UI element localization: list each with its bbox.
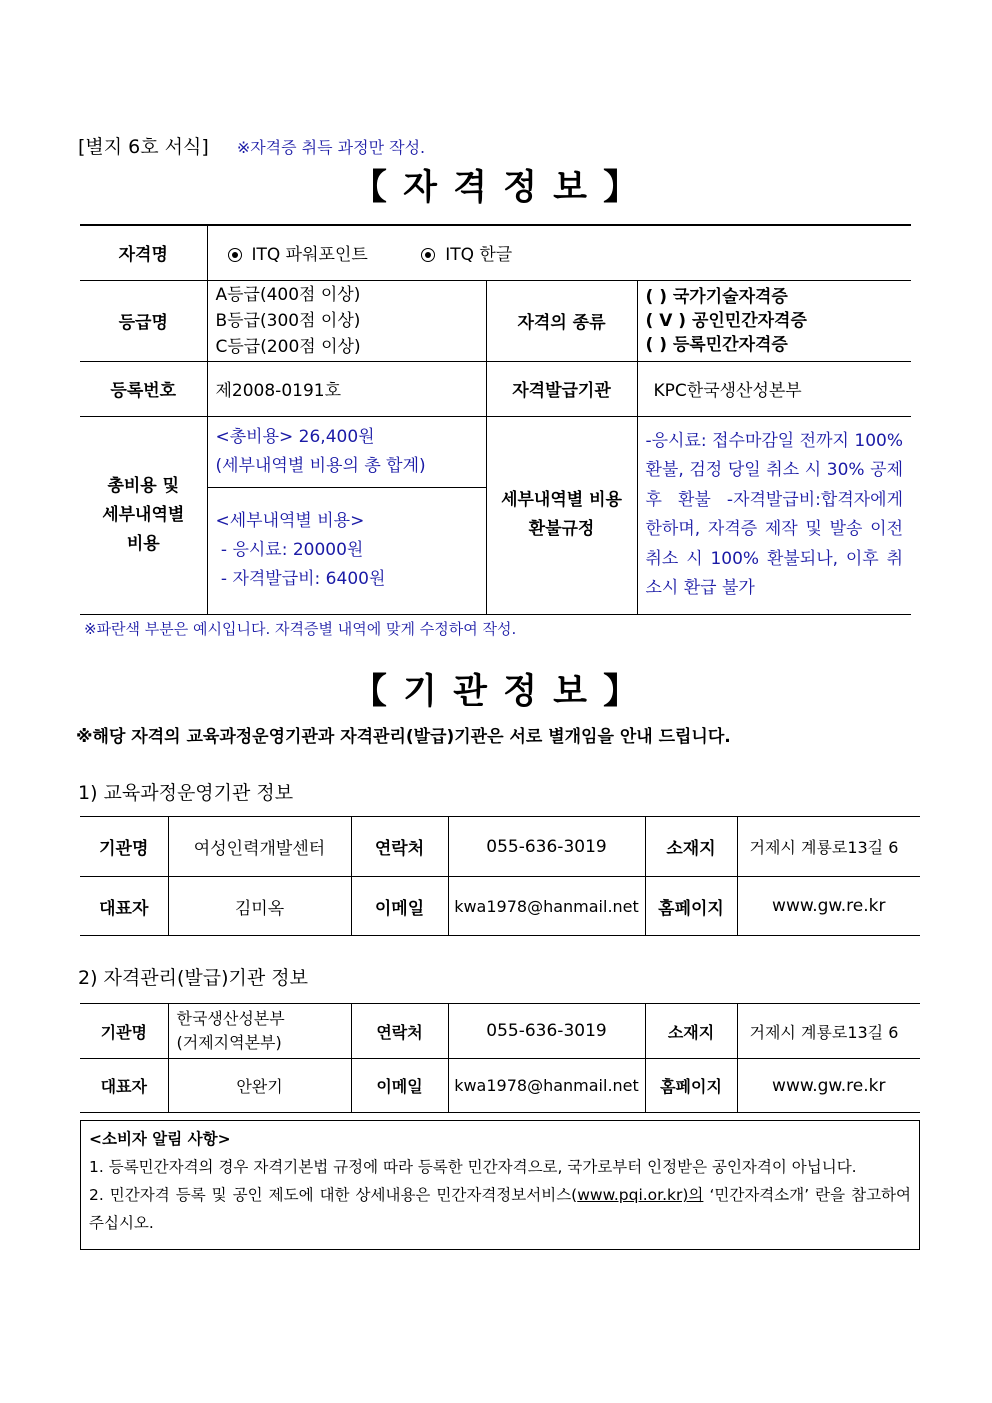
- qual-name-options: [207, 225, 911, 280]
- issuer-label: 자격발급기관: [486, 361, 637, 416]
- cert-contact-label: 연락처: [351, 1004, 448, 1059]
- edu-address-label: 소재지: [645, 817, 737, 877]
- cost-label: [80, 416, 207, 614]
- edu-contact: 055-636-3019: [448, 817, 645, 877]
- edu-email-label: 이메일: [351, 877, 448, 936]
- consumer-notice-item1: 1. 등록민간자격의 경우 자격기본법 규정에 따라 등록한 민간자격으로, 국가로부터 인정받은 공인자격이 아닙니다.: [89, 1158, 857, 1176]
- cert-rep: 안완기: [168, 1059, 351, 1113]
- cert-org-heading: 2) 자격관리(발급)기관 정보: [78, 967, 308, 989]
- consumer-notice-item2-post: ‘민간자격소개’ 란을 참고하여 주십시오.: [89, 1186, 912, 1232]
- cert-rep-label: 대표자: [80, 1059, 168, 1113]
- consumer-notice-item2: [89, 1181, 911, 1237]
- option-hangul[interactable]: [421, 245, 512, 265]
- type-registered-private: ( ) 등록민간자격증: [645, 334, 788, 355]
- cert-contact: 055-636-3019: [448, 1004, 645, 1059]
- consumer-notice-title: <소비자 알림 사항>: [89, 1130, 231, 1148]
- cost-label-line2: 세부내역별: [102, 504, 185, 525]
- cert-email-label: 이메일: [351, 1059, 448, 1113]
- grade-c: C등급(200점 이상): [215, 336, 361, 357]
- edu-homepage[interactable]: www.gw.re.kr: [737, 877, 920, 936]
- radio-selected-icon: [421, 248, 435, 262]
- pqi-link[interactable]: www.pqi.or.kr)의: [577, 1186, 704, 1204]
- refund-label-line1: 세부내역별 비용: [501, 490, 622, 510]
- form-note: ※자격증 취득 과정만 작성.: [236, 138, 426, 157]
- cert-name-label: 기관명: [80, 1004, 168, 1059]
- form-header: [78, 132, 425, 159]
- cert-name-line2: (거제지역본부): [176, 1033, 282, 1052]
- consumer-notice-item2-pre: 2. 민간자격 등록 및 공인 제도에 대한 상세내용은 민간자격정보서비스(: [89, 1186, 578, 1204]
- edu-rep-label: 대표자: [80, 877, 168, 936]
- qual-type-list: [637, 280, 911, 361]
- cert-homepage-label: 홈페이지: [645, 1059, 737, 1113]
- cert-homepage[interactable]: www.gw.re.kr: [737, 1059, 920, 1113]
- type-national: ( ) 국가기술자격증: [645, 286, 788, 307]
- edu-org-heading: 1) 교육과정운영기관 정보: [78, 782, 294, 804]
- cert-name-line1: 한국생산성본부: [176, 1009, 285, 1028]
- option-powerpoint-label: ITQ 파워포인트: [251, 245, 368, 266]
- form-label: [별지 6호 서식]: [78, 136, 209, 158]
- edu-contact-label: 연락처: [351, 817, 448, 877]
- cert-address: 거제시 계룡로13길 6: [737, 1004, 920, 1059]
- option-hangul-label: ITQ 한글: [445, 245, 513, 266]
- edu-name-label: 기관명: [80, 817, 168, 877]
- reg-number-value: 제2008-0191호: [207, 361, 486, 416]
- edu-rep: 김미옥: [168, 877, 351, 936]
- detail-cost: [207, 487, 486, 614]
- grade-label: 등급명: [80, 280, 207, 361]
- grade-b: B등급(300점 이상): [215, 310, 361, 331]
- cert-email[interactable]: kwa1978@hanmail.net: [448, 1059, 645, 1113]
- option-powerpoint[interactable]: [228, 245, 368, 265]
- organization-notice: ※해당 자격의 교육과정운영기관과 자격관리(발급)기관은 서로 별개임을 안내 드립니다.: [76, 727, 731, 747]
- edu-name: 여성인력개발센터: [168, 817, 351, 877]
- qualification-section-title: 【 자 격 정 보 】: [351, 168, 641, 208]
- qual-type-label: 자격의 종류: [486, 280, 637, 361]
- edu-org-table: [80, 816, 920, 936]
- consumer-notice-box: [80, 1120, 920, 1250]
- grade-list: [207, 280, 486, 361]
- refund-label: [486, 416, 637, 614]
- edu-address: 거제시 계룡로13길 6: [737, 817, 920, 877]
- refund-policy: -응시료: 접수마감일 전까지 100% 환불, 검정 당일 취소 시 30% 공제 후 환불 -자격발급비:합격자에게 한하며, 자격증 제작 및 발송 이전 취소 시 100% 환불되나, 이후 취소시 환급 불가: [637, 416, 911, 614]
- reg-number-label: 등록번호: [80, 361, 207, 416]
- cert-address-label: 소재지: [645, 1004, 737, 1059]
- total-cost: [207, 416, 486, 487]
- type-certified-private: ( V ) 공인민간자격증: [645, 310, 807, 331]
- cost-label-line1: 총비용 및: [107, 475, 180, 496]
- cost-label-line3: 비용: [126, 533, 160, 554]
- detail-cost-exam-fee: - 응시료: 20000원: [215, 540, 364, 560]
- cert-name: [168, 1004, 351, 1059]
- radio-selected-icon: [228, 248, 242, 262]
- edu-email[interactable]: kwa1978@hanmail.net: [448, 877, 645, 936]
- total-cost-line2: (세부내역별 비용의 총 합계): [215, 455, 426, 476]
- organization-section-title: 【 기 관 정 보 】: [351, 672, 641, 712]
- edu-homepage-label: 홈페이지: [645, 877, 737, 936]
- detail-cost-issue-fee: - 자격발급비: 6400원: [215, 569, 386, 589]
- issuer-value: KPC한국생산성본부: [637, 361, 911, 416]
- detail-cost-heading: <세부내역별 비용>: [215, 511, 365, 531]
- grade-a: A등급(400점 이상): [215, 284, 361, 305]
- blue-footnote: ※파란색 부분은 예시입니다. 자격증별 내역에 맞게 수정하여 작성.: [84, 620, 517, 638]
- qual-name-label: 자격명: [80, 225, 207, 280]
- cert-org-table: [80, 1003, 920, 1113]
- qualification-table: [80, 224, 911, 615]
- refund-label-line2: 환불규정: [528, 519, 595, 539]
- total-cost-line1: <총비용> 26,400원: [215, 426, 375, 447]
